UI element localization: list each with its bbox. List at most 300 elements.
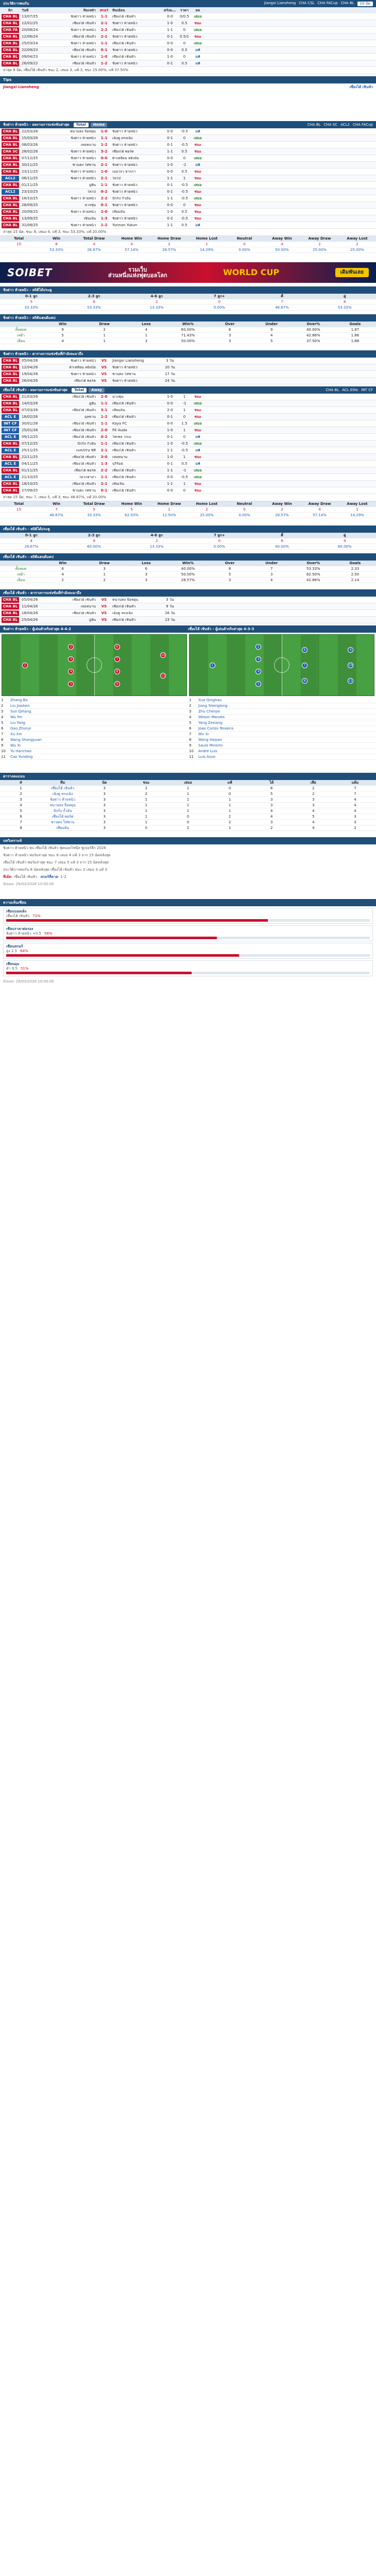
match-row[interactable] — [0, 135, 376, 142]
player-name[interactable]: Sun Qihang — [10, 709, 31, 714]
away-team[interactable]: ชิงต่าว ห้ายหนิว — [112, 61, 138, 65]
standings-row[interactable] — [0, 814, 376, 820]
fixture-row[interactable] — [0, 378, 376, 384]
lineup-player[interactable] — [188, 715, 376, 720]
home-team[interactable]: เซี่ยงไฮ้ เชินหัว — [72, 395, 96, 399]
expert-card[interactable] — [3, 960, 373, 976]
player-name[interactable]: Zhu Chenjie — [198, 709, 220, 714]
player-marker[interactable]: 8 — [302, 678, 307, 684]
player-marker[interactable]: 6 — [114, 644, 120, 650]
standings-cell[interactable]: ปักกิ่ง กั๋วอัน — [53, 808, 72, 813]
home-team[interactable]: เซี่ยงไฮ้ เชินหัว — [72, 482, 96, 486]
home-team[interactable]: หนานทง จือหยุน — [70, 129, 96, 133]
match-row[interactable] — [0, 155, 376, 162]
handicap-odds: 0 — [183, 488, 186, 493]
player-name[interactable]: Yu Hanchao — [10, 749, 31, 753]
home-team[interactable]: เซี่ยงไฮ้ เชินหัว — [72, 48, 96, 52]
player-marker[interactable]: 6 — [302, 647, 307, 653]
match-date: 01/11/25 — [22, 468, 38, 472]
match-date: 21/10/25 — [22, 475, 38, 479]
player-marker[interactable]: 3 — [255, 656, 261, 662]
match-row[interactable] — [0, 54, 376, 60]
home-team[interactable]: เมลเบิร์น ซิตี้ — [76, 448, 96, 452]
home-team[interactable]: เซี่ยงไฮ้ เชินหัว — [72, 21, 96, 25]
away-team[interactable]: ไทโป — [112, 176, 121, 180]
match-row[interactable] — [0, 474, 376, 481]
away-team[interactable]: เฉิงตู หรงเฉิง — [112, 611, 133, 615]
player-name[interactable]: Yang Zexiang — [198, 721, 223, 725]
match-row[interactable] — [0, 47, 376, 54]
lineup-player[interactable] — [0, 754, 188, 760]
match-row[interactable] — [0, 162, 376, 168]
away-team[interactable]: เซี่ยงไฮ้ เชินหัว — [112, 401, 136, 405]
handicap-b-title: เซี่ยงไฮ้ เชินหัว - สถิติแฮนดิแคป — [3, 554, 54, 559]
ad-banner-body[interactable] — [0, 262, 376, 283]
filter-sc[interactable]: CHA SC — [323, 122, 338, 127]
away-team[interactable]: เทียนจิน — [112, 408, 125, 412]
lineup-player[interactable] — [188, 743, 376, 749]
fixture-date: 05/04/26 — [22, 359, 38, 363]
away-team[interactable]: วิสเซล โกเบ — [112, 435, 131, 439]
player-marker[interactable]: 7 — [114, 656, 120, 662]
home-team[interactable]: เซี่ยงไฮ้ เชินหัว — [72, 35, 96, 39]
home-team[interactable]: ชิงต่าว ห้ายหนิว — [71, 176, 96, 180]
match-row[interactable] — [0, 414, 376, 420]
away-team[interactable]: ชิงต่าว ห้ายหนิว — [112, 190, 138, 194]
match-date: 21/03/26 — [22, 395, 38, 399]
match-row[interactable] — [0, 33, 376, 40]
player-marker[interactable]: 2 — [255, 644, 261, 650]
match-row[interactable] — [0, 189, 376, 195]
standings-header — [0, 780, 376, 786]
fixture-row[interactable] — [0, 358, 376, 364]
away-team[interactable]: เซี่ยงไฮ้ เชินหัว — [112, 28, 136, 32]
home-team[interactable]: ต้าเหลียน หยิงป๋อ — [69, 365, 96, 369]
h2h-filter-bl[interactable]: CHA BL — [340, 1, 354, 5]
home-team[interactable]: เซี่ยงไฮ้ เชินหัว — [72, 428, 96, 432]
home-team[interactable]: ชิงต่าว ห้ายหนิว — [71, 170, 96, 174]
home-team[interactable]: เซี่ยงไฮ้ พอร์ต — [74, 468, 96, 472]
home-team[interactable]: เซี่ยงไฮ้ เชินหัว — [72, 455, 96, 459]
away-team[interactable]: เซี่ยงไฮ้ เชินหัว — [112, 442, 136, 446]
h2h-filters — [264, 2, 373, 6]
away-team[interactable]: ชิงต่าว ห้ายหนิว — [112, 35, 138, 39]
match-row[interactable] — [0, 195, 376, 202]
match-row[interactable] — [0, 461, 376, 467]
lineup-player[interactable] — [0, 726, 188, 732]
fixture-row[interactable] — [0, 617, 376, 623]
standings-cell[interactable]: เทียนจิน — [56, 825, 70, 830]
standings-cell[interactable]: หนานทง จือหยุน — [49, 803, 76, 807]
handicap-cell: เหย้า — [17, 333, 25, 337]
away-team[interactable]: เซี่ยงไฮ้ เชินหัว — [112, 618, 136, 622]
match-row[interactable] — [0, 467, 376, 474]
away-team[interactable]: เซี่ยงไฮ้ พอร์ต — [112, 149, 134, 154]
vs-label: VS — [101, 379, 107, 383]
lineup-player[interactable] — [188, 720, 376, 726]
player-name[interactable]: Zhang Bo — [10, 698, 28, 702]
match-row[interactable] — [0, 222, 376, 229]
standings-cell: 3 — [103, 797, 106, 802]
player-name[interactable]: Wu Xi — [198, 732, 209, 736]
home-team[interactable]: เซี่ยงไฮ้ เชินหัว — [72, 435, 96, 439]
league-badge: ACL E — [2, 434, 19, 440]
player-name[interactable]: Luis Asue — [198, 755, 216, 759]
away-team[interactable]: เทียนจิน — [112, 210, 125, 214]
match-row[interactable] — [0, 427, 376, 434]
lineup-player[interactable] — [188, 698, 376, 703]
match-score: 3-2 — [100, 149, 108, 154]
lineup-player[interactable] — [0, 743, 188, 749]
standings-cell: 3 — [354, 820, 356, 824]
away-team[interactable]: ฉางชุน — [112, 395, 124, 399]
home-team[interactable]: อุลซาน — [84, 415, 96, 419]
player-name[interactable]: Liu Jiashen — [10, 704, 30, 708]
player-name[interactable]: Saulo Mineiro — [198, 743, 223, 748]
player-name[interactable]: Cao Yunding — [10, 755, 33, 759]
standings-row[interactable] — [0, 786, 376, 791]
away-team[interactable]: หนานทง จือหยุน — [112, 598, 139, 602]
player-marker[interactable]: 11 — [160, 673, 166, 679]
player-name[interactable]: Wu Xi — [10, 743, 21, 748]
home-team[interactable]: ซานตง ไท่ซาน — [72, 163, 96, 167]
h2h-filter-team[interactable]: Jiangxi Liansheng — [264, 1, 296, 5]
league-badge: ACL E — [2, 414, 19, 420]
player-marker[interactable]: 9 — [114, 681, 120, 687]
home-team[interactable]: เหอหนาน — [80, 604, 96, 608]
lineup-player[interactable] — [0, 737, 188, 743]
home-team[interactable]: เซี่ยงไฮ้ เชินหัว — [72, 598, 96, 602]
player-name[interactable]: Xue Qinghao — [198, 698, 222, 702]
confidence-fill — [6, 972, 192, 974]
away-team[interactable]: เซี่ยงไฮ้ เชินหัว — [112, 41, 136, 45]
player-marker[interactable]: 1 — [22, 663, 28, 668]
h2h-filter-facup[interactable]: CHA FACup — [317, 1, 338, 5]
handicap-odds: 0 — [183, 28, 186, 32]
result-badge: แพ้ — [195, 61, 200, 65]
standings-cell[interactable]: เฉิงตู หรงเฉิง — [52, 791, 73, 796]
away-team[interactable]: ชิงต่าว ห้ายหนิว — [112, 48, 138, 52]
home-team[interactable]: อู่ฮั่น — [89, 618, 96, 622]
match-row[interactable] — [0, 27, 376, 33]
standings-cell: 4 — [354, 797, 356, 802]
standings-row[interactable] — [0, 820, 376, 825]
lineup-player[interactable] — [0, 703, 188, 709]
home-team[interactable]: เซี่ยงไฮ้ เชินหัว — [72, 462, 96, 466]
col-score: สกอร์ — [99, 8, 109, 12]
home-team[interactable]: ซานตง ไท่ซาน — [72, 488, 96, 493]
expert-card[interactable] — [3, 908, 373, 924]
away-team[interactable]: เซี่ยงไฮ้ เชินหัว — [112, 468, 136, 472]
match-row[interactable] — [0, 209, 376, 215]
lineup-player[interactable] — [0, 732, 188, 737]
player-marker[interactable]: 2 — [68, 644, 74, 650]
match-row[interactable] — [0, 454, 376, 461]
away-team[interactable]: ปักกิ่ง กั๋วอัน — [112, 196, 131, 200]
home-team[interactable]: ฉางชุน — [84, 203, 96, 207]
handicap-row — [0, 338, 376, 344]
lineup-player[interactable] — [188, 732, 376, 737]
match-row[interactable] — [0, 440, 376, 447]
away-recent-title: เซี่ยงไฮ้ เชินหัว - ผลงานการแข่งขันล่าสุด — [3, 387, 67, 392]
away-team[interactable]: ชิงต่าว ห้ายหนิว — [112, 143, 138, 147]
h2h-filter-csl[interactable]: CHA CSL — [299, 1, 315, 5]
player-name[interactable]: Wang Haijian — [198, 738, 222, 742]
handicap-b-rows — [0, 566, 376, 583]
player-name[interactable]: Wu Fei — [10, 715, 23, 719]
score-value: 1-2 — [60, 875, 66, 879]
standings-row[interactable] — [0, 808, 376, 814]
player-marker[interactable]: 10 — [160, 652, 166, 658]
stat-col-header: Total — [13, 236, 24, 241]
player-name[interactable]: Wilson Manafa — [198, 715, 225, 719]
away-team[interactable]: เซินเจิ้น — [112, 482, 125, 486]
home-team[interactable]: ไทโป — [87, 190, 96, 194]
player-marker[interactable]: 11 — [348, 678, 353, 684]
away-team[interactable]: เหอหนาน — [112, 455, 128, 459]
away-team[interactable]: เมยโจว ฮากกา — [112, 170, 136, 174]
standings-cell: 2 — [270, 825, 273, 830]
goal-dist-b-bar — [0, 526, 376, 533]
filter-b-acl[interactable]: ACL Elite — [342, 387, 358, 392]
player-marker[interactable]: 5 — [255, 681, 261, 687]
match-score: 1-1 — [100, 136, 108, 140]
expert-name: เซียนมุม — [6, 962, 20, 966]
player-marker[interactable]: 3 — [68, 656, 74, 662]
handicap-cell: 6 — [61, 566, 64, 571]
match-row[interactable] — [0, 434, 376, 440]
away-team[interactable]: ชิงต่าว ห้ายหนิว — [112, 163, 138, 167]
away-team[interactable]: เซี่ยงไฮ้ เชินหัว — [112, 415, 136, 419]
match-score: 1-3 — [100, 216, 108, 221]
fixture-row[interactable] — [0, 603, 376, 610]
player-number: 10 — [1, 749, 6, 753]
handicap-cell: 9 — [61, 327, 64, 332]
handicap-odds: -0.5 — [181, 475, 188, 479]
match-row[interactable] — [0, 128, 376, 135]
handicap-cell: 28.57% — [181, 578, 195, 582]
home-team[interactable]: เซี่ยงไฮ้ เชินหัว — [72, 408, 96, 412]
expert-card[interactable] — [3, 925, 373, 941]
away-team[interactable]: ชิงต่าว ห้ายหนิว — [112, 216, 138, 221]
player-name[interactable]: Andre Luis — [198, 749, 217, 753]
lineup-player[interactable] — [188, 709, 376, 715]
lineup-player[interactable] — [188, 726, 376, 732]
match-row[interactable] — [0, 13, 376, 20]
home-team[interactable]: ชิงต่าว ห้ายหนิว — [71, 210, 96, 214]
expert-card[interactable] — [3, 943, 373, 959]
home-team[interactable]: ชิงต่าว ห้ายหนิว — [71, 136, 96, 140]
match-row[interactable] — [0, 407, 376, 414]
away-team[interactable]: เซี่ยงไฮ้ เชินหัว — [112, 475, 136, 479]
home-team[interactable]: เซินเจิ้น — [83, 216, 96, 221]
home-team[interactable]: ชิงต่าว ห้ายหนิว — [71, 196, 96, 200]
away-team[interactable]: Kaya FC — [112, 421, 127, 426]
days-until: 9 วัน — [166, 604, 174, 608]
player-name[interactable]: Xu Xin — [10, 732, 22, 736]
filter-bl[interactable]: CHA BL — [307, 122, 321, 127]
player-name[interactable]: Jiang Shenglong — [198, 704, 228, 708]
handicap-odds: -1 — [182, 401, 186, 405]
match-row[interactable] — [0, 20, 376, 27]
tab-home[interactable]: Home — [91, 123, 108, 127]
league-badge: CHA BL — [2, 611, 19, 616]
home-team[interactable]: เหอหนาน — [80, 143, 96, 147]
match-row[interactable] — [0, 481, 376, 487]
league-badge: CHA BL — [2, 378, 19, 384]
half-time-score: 0-1 — [167, 415, 173, 419]
match-row[interactable] — [0, 40, 376, 47]
match-row[interactable] — [0, 175, 376, 182]
home-team[interactable]: เซี่ยงไฮ้ เชินหัว — [72, 611, 96, 615]
fixture-row[interactable] — [0, 371, 376, 378]
home-team[interactable]: ปักกิ่ง กั๋วอัน — [77, 442, 96, 446]
home-team[interactable]: เซี่ยงไฮ้ เชินหัว — [72, 421, 96, 426]
tab-away[interactable]: Away — [89, 388, 105, 393]
home-team[interactable]: อู่ฮั่น — [89, 183, 96, 187]
standings-row[interactable] — [0, 797, 376, 803]
home-team[interactable]: ชิงต่าว ห้ายหนิว — [71, 156, 96, 160]
standings-cell[interactable]: ชิงต่าว ห้ายหนิว — [50, 797, 76, 802]
away-team[interactable]: ชิงต่าว ห้ายหนิว — [112, 203, 138, 207]
away-team[interactable]: เซี่ยงไฮ้ เชินหัว — [112, 14, 136, 19]
player-marker[interactable]: 5 — [68, 681, 74, 687]
ad-banner[interactable] — [0, 260, 376, 285]
tab-total-b[interactable]: Total — [72, 388, 87, 393]
player-name[interactable]: Joao Carlos Teixeira — [198, 726, 233, 731]
handicap-odds: 0.5 — [181, 210, 187, 214]
player-name[interactable]: Wang Shangyuan — [10, 738, 42, 742]
match-row[interactable] — [0, 148, 376, 155]
away-team[interactable]: FK Auda — [112, 428, 127, 432]
match-row[interactable] — [0, 168, 376, 175]
player-marker[interactable]: 4 — [68, 669, 74, 674]
match-row[interactable] — [0, 447, 376, 454]
lineup-player[interactable] — [188, 754, 376, 760]
standings-rows — [0, 786, 376, 831]
away-team[interactable]: ชิงต่าว ห้ายหนิว — [112, 21, 138, 25]
away-team[interactable]: ชิงต่าว ห้ายหนิว — [112, 183, 138, 187]
match-row[interactable] — [0, 487, 376, 494]
player-marker[interactable]: 7 — [302, 663, 307, 668]
away-team[interactable]: เซี่ยงไฮ้ เชินหัว — [112, 488, 136, 493]
player-marker[interactable]: 10 — [348, 663, 353, 668]
player-name[interactable]: Liu Yang — [10, 721, 25, 725]
tab-total[interactable]: Total — [74, 123, 89, 127]
match-row[interactable] — [0, 400, 376, 407]
fixture-row[interactable] — [0, 597, 376, 603]
home-team[interactable]: ชิงต่าว ห้ายหนิว — [71, 223, 96, 227]
away-team[interactable]: บุรีรัมย์ — [112, 462, 123, 466]
away-team[interactable]: Yunnan Yukun — [112, 223, 138, 227]
handicap-odds: 0 — [183, 415, 186, 419]
match-date: 25/11/25 — [22, 448, 38, 452]
standings-cell: 3 — [312, 803, 315, 807]
home-team[interactable]: ชิงต่าว ห้ายหนิว — [71, 41, 96, 45]
match-row[interactable] — [0, 182, 376, 189]
home-team[interactable]: อู่ฮั่น — [89, 401, 96, 405]
away-team[interactable]: เซี่ยงไฮ้ เชินหัว — [112, 448, 136, 452]
stat-col-header: Away Draw — [308, 502, 331, 506]
lineup-player[interactable] — [0, 720, 188, 726]
away-team[interactable]: ต้าเหลียน หยิงป๋อ — [112, 156, 139, 160]
match-row[interactable] — [0, 394, 376, 400]
fixture-row[interactable] — [0, 364, 376, 371]
player-marker[interactable]: 4 — [255, 669, 261, 674]
match-row[interactable] — [0, 142, 376, 148]
fixture-row[interactable] — [0, 610, 376, 617]
player-number: 5 — [189, 721, 192, 725]
away-team[interactable]: ซานตง ไท่ซาน — [112, 372, 136, 376]
filter-b-intcf[interactable]: INT CF — [361, 387, 373, 392]
lineup-player[interactable] — [0, 698, 188, 703]
home-team[interactable]: ชิงต่าว ห้ายหนิว — [71, 28, 96, 32]
home-team[interactable]: เซี่ยงไฮ้ พอร์ต — [74, 379, 96, 383]
lineup-player[interactable] — [188, 749, 376, 754]
standings-row[interactable] — [0, 803, 376, 808]
away-team[interactable]: เซี่ยงไฮ้ เชินหัว — [112, 604, 136, 608]
away-team[interactable]: เซี่ยงไฮ้ เชินหัว — [112, 55, 136, 59]
home-team[interactable]: ชิงต่าว ห้ายหนิว — [71, 359, 96, 363]
home-team[interactable]: ชิงต่าว ห้ายหนิว — [71, 55, 96, 59]
away-team[interactable]: Jiangxi Liansheng — [112, 359, 144, 363]
h2h-section — [0, 0, 376, 102]
away-team[interactable]: เฉิงตู หรงเฉิง — [112, 136, 133, 140]
result-badge: ชนะ — [194, 203, 201, 207]
away-team[interactable]: ชิงต่าว ห้ายหนิว — [112, 365, 138, 369]
half-time-score: 0-1 — [167, 462, 173, 466]
away-team[interactable]: ชิงต่าว ห้ายหนิว — [112, 379, 138, 383]
home-team[interactable]: เซี่ยงไฮ้ เชินหัว — [72, 61, 96, 65]
match-score: 1-1 — [100, 475, 108, 479]
lineup-player[interactable] — [0, 715, 188, 720]
filter-facup[interactable]: CHA FACup — [353, 122, 373, 127]
lineup-player[interactable] — [0, 749, 188, 754]
home-team[interactable]: ชิงต่าว ห้ายหนิว — [71, 14, 96, 19]
match-row[interactable] — [0, 202, 376, 209]
player-marker[interactable]: 8 — [114, 669, 120, 674]
player-marker[interactable]: 1 — [210, 663, 215, 668]
standings-cell[interactable]: ซานตง ไท่ซาน — [51, 820, 75, 824]
lineup-player[interactable] — [188, 737, 376, 743]
result-badge: เสมอ — [194, 156, 202, 160]
lineup-player[interactable] — [188, 703, 376, 709]
standings-cell[interactable]: เซี่ยงไฮ้ พอร์ต — [52, 814, 74, 819]
home-team[interactable]: ชิงต่าว ห้ายหนิว — [71, 149, 96, 154]
h2h-count-tab[interactable]: 10 นัด — [357, 2, 373, 6]
banner-cta-button[interactable]: เดิมพันเลย — [335, 268, 369, 277]
filter-acl2[interactable]: ACL2 — [340, 122, 350, 127]
half-time-score: 1-0 — [167, 55, 173, 59]
player-name[interactable]: Gao Zhunyi — [10, 726, 31, 731]
standings-cell: 1 — [186, 797, 190, 802]
match-score: 2-0 — [100, 210, 108, 214]
standings-row[interactable] — [0, 825, 376, 831]
match-row[interactable] — [0, 215, 376, 222]
lineup-player[interactable] — [0, 709, 188, 715]
filter-b-bl[interactable]: CHA BL — [326, 387, 339, 392]
home-team[interactable]: ชิงต่าว ห้ายหนิว — [71, 372, 96, 376]
home-team[interactable]: โยโกฮาม่า — [79, 475, 96, 479]
match-date: 09/04/23 — [22, 55, 38, 59]
standings-row[interactable] — [0, 791, 376, 797]
expert-pick: เซี่ยงไฮ้ เชินหัว — [6, 914, 30, 918]
match-row[interactable] — [0, 420, 376, 427]
player-marker[interactable]: 9 — [348, 647, 353, 653]
away-team[interactable]: ชิงต่าว ห้ายหนิว — [112, 129, 138, 133]
match-row[interactable] — [0, 60, 376, 67]
standings-cell[interactable]: เซี่ยงไฮ้ เชินหัว — [51, 786, 75, 790]
